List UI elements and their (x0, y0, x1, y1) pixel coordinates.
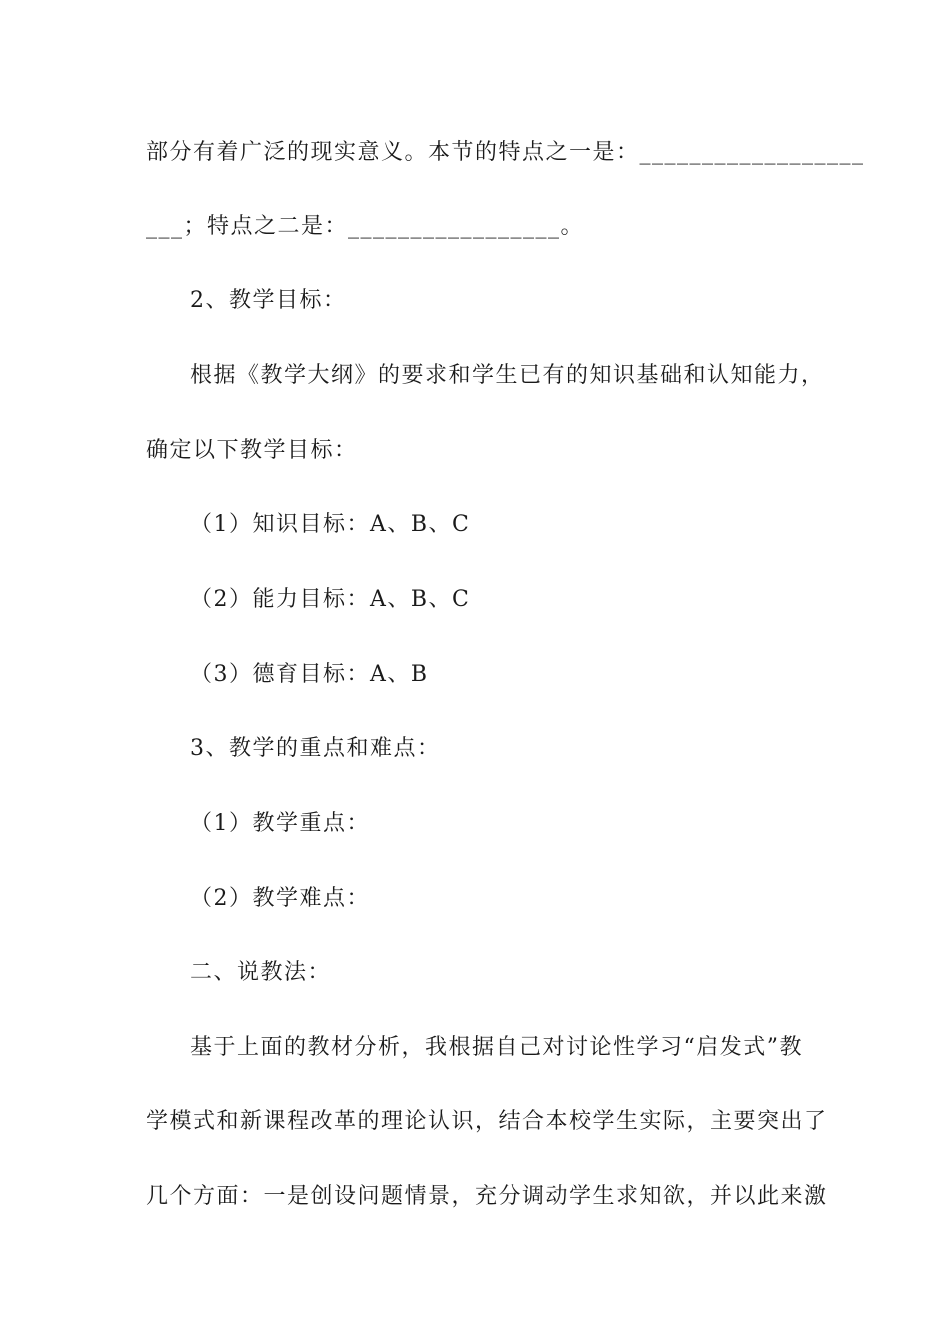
text-line-15: 几个方面：一是创设问题情景，充分调动学生求知欲，并以此来激 (146, 1184, 828, 1209)
text-line-4: 根据《教学大纲》的要求和学生已有的知识基础和认知能力， (190, 363, 825, 388)
section-heading-key-points: 3、教学的重点和难点： (190, 736, 441, 761)
text-line-2: ___；特点之二是：_________________。 (146, 214, 585, 239)
key-point-item: （1）教学重点： (190, 811, 370, 836)
text-line-14: 学模式和新课程改革的理论认识，结合本校学生实际，主要突出了 (146, 1109, 828, 1134)
text-line-5: 确定以下教学目标： (146, 438, 358, 463)
section-heading-teaching-goals: 2、教学目标： (190, 288, 347, 313)
text-line-1: 部分有着广泛的现实意义。本节的特点之一是：__________________ (146, 140, 865, 165)
goal-item-moral: （3）德育目标：A、B (190, 662, 429, 687)
goal-item-ability: （2）能力目标：A、B、C (190, 587, 471, 612)
section-heading-teaching-method: 二、说教法： (190, 960, 332, 985)
goal-item-knowledge: （1）知识目标：A、B、C (190, 512, 471, 537)
difficult-point-item: （2）教学难点： (190, 886, 370, 911)
text-line-13: 基于上面的教材分析，我根据自己对讨论性学习“启发式”教 (190, 1035, 803, 1060)
